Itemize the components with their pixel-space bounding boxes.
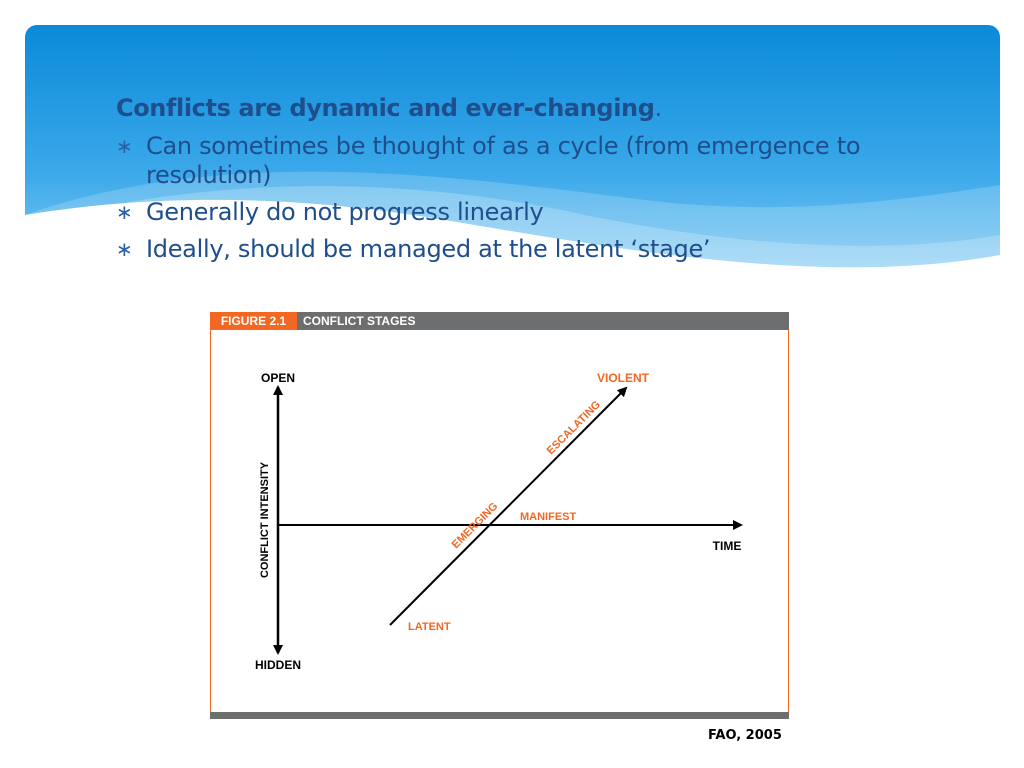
slide-heading-period: . [654,94,662,122]
figure-title: CONFLICT STAGES [303,314,416,328]
stage-progression-arrow [390,388,626,625]
open-label: OPEN [260,371,296,385]
escalating-label: ESCALATING [544,398,604,458]
time-label: TIME [712,539,742,553]
emerging-label: EMERGING [449,500,501,552]
latent-label: LATENT [408,621,451,633]
y-axis-label: CONFLICT INTENSITY [259,461,271,579]
figure-footer-bar [210,712,789,719]
slide-heading [116,94,662,122]
bullet-text: Can sometimes be thought of as a cycle (from emergence to resolution) [146,132,861,189]
hidden-label: HIDDEN [254,658,302,672]
figure-body [210,330,789,712]
manifest-label: MANIFEST [520,511,577,523]
bullet-list [116,132,936,272]
figure-number: FIGURE 2.1 [210,312,297,330]
conflict-stages-diagram [211,330,788,712]
bullet-item [116,198,936,227]
conflict-stages-figure [210,312,789,719]
bullet-mark-icon: ∗ [116,134,133,158]
bullet-mark-icon: ∗ [116,237,133,261]
slide-heading-bold: Conflicts are dynamic and ever-changing [116,94,655,122]
violent-label: VIOLENT [597,371,650,385]
bullet-text: Generally do not progress linearly [146,198,544,226]
bullet-mark-icon: ∗ [116,200,133,224]
bullet-text: Ideally, should be managed at the latent ‘stage’ [146,235,711,263]
bullet-item [116,132,936,190]
bullet-item [116,235,936,264]
source-citation: FAO, 2005 [708,728,782,743]
figure-header-bar [210,312,789,330]
